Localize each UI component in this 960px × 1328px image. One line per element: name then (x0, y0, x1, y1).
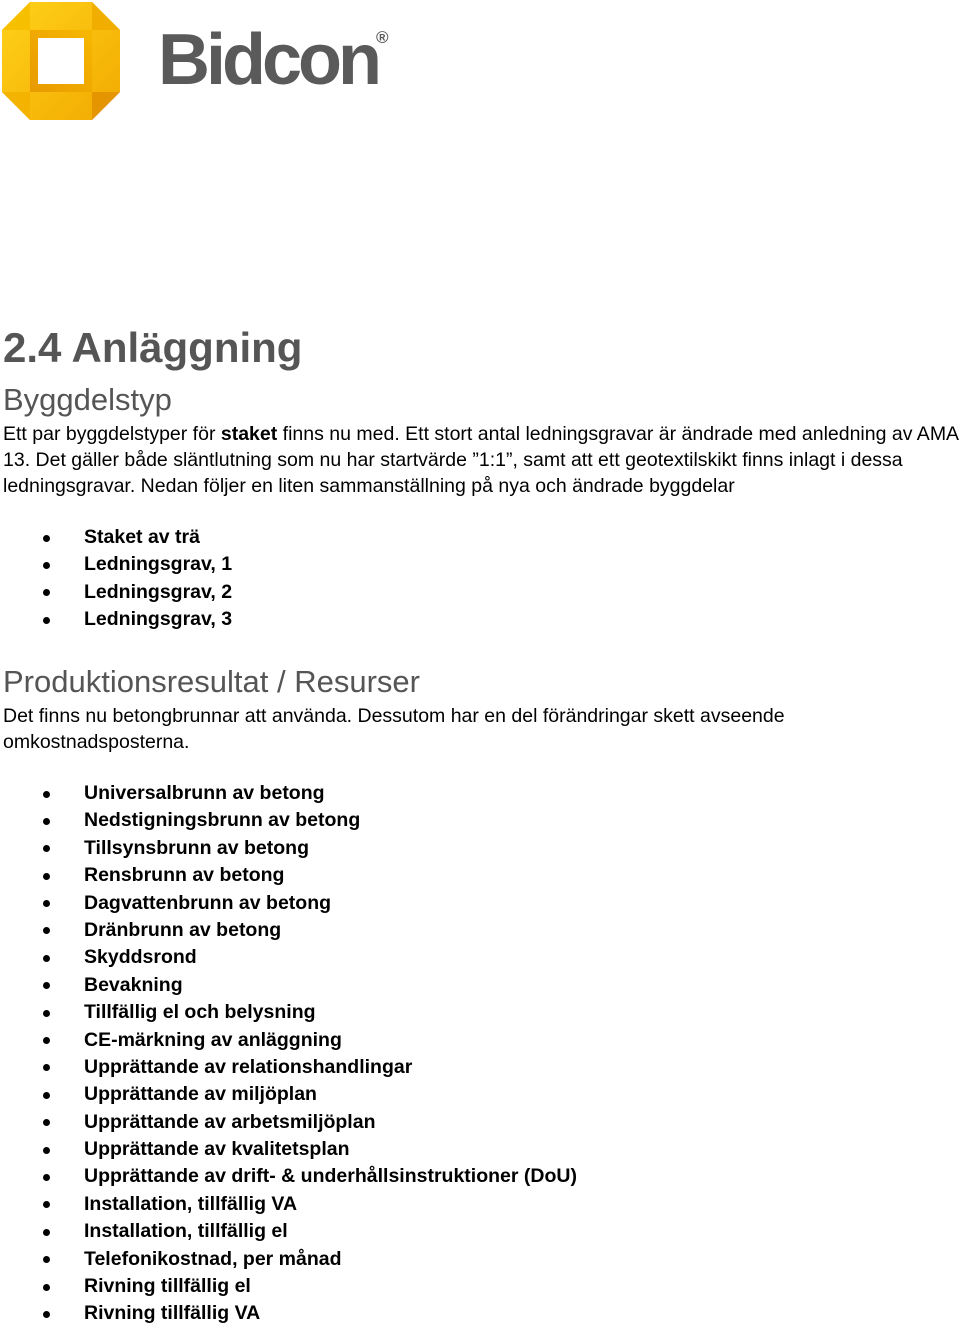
bullet-icon (43, 845, 50, 852)
list-item-label: Rensbrunn av betong (84, 864, 285, 887)
list-item-label: Ledningsgrav, 3 (84, 608, 233, 631)
bullet-icon (43, 562, 50, 569)
list-item-label: Tillfällig el och belysning (84, 1001, 316, 1024)
bullet-icon (43, 982, 50, 989)
list-item-label: Skyddsrond (84, 946, 197, 969)
logo-mark-icon (0, 0, 122, 122)
bullet-icon (43, 955, 50, 962)
bullet-icon (43, 1064, 50, 1071)
list-item-label: CE-märkning av anläggning (84, 1028, 342, 1051)
list-item-label: Rivning tillfällig VA (84, 1302, 261, 1325)
list-item-label: Rivning tillfällig el (84, 1275, 251, 1298)
list-item-label: Tillsynsbrunn av betong (84, 836, 310, 859)
list-item-label: Installation, tillfällig el (84, 1220, 288, 1243)
list-item-label: Upprättande av arbetsmiljöplan (84, 1110, 376, 1133)
list-item-label: Bevakning (84, 973, 183, 996)
bullet-icon (43, 1201, 50, 1208)
bullet-icon (43, 1147, 50, 1154)
bullet-icon (43, 873, 50, 880)
list-item-label: Dagvattenbrunn av betong (84, 891, 332, 914)
section-title-produktionsresultat: Produktionsresultat / Resurser (3, 664, 420, 699)
paragraph-bold-text: staket (220, 423, 278, 445)
list-item-label: Nedstigningsbrunn av betong (84, 809, 361, 832)
section-paragraph-byggdelstyp (3, 421, 959, 499)
list-item-label: Upprättande av kvalitetsplan (84, 1138, 350, 1161)
bullet-icon (43, 617, 50, 624)
bullet-icon (43, 1256, 50, 1263)
bullet-icon (43, 1311, 50, 1318)
bullet-icon (43, 535, 50, 542)
list-item-label: Installation, tillfällig VA (84, 1192, 298, 1215)
bullet-icon (43, 1284, 50, 1291)
bullet-icon (43, 589, 50, 596)
list-item-label: Telefonikostnad, per månad (84, 1247, 342, 1270)
page-title: 2.4 Anläggning (3, 324, 303, 371)
list-item-label: Ledningsgrav, 1 (84, 553, 233, 576)
bullet-icon (43, 1092, 50, 1099)
list-item-label: Upprättande av miljöplan (84, 1083, 317, 1106)
list-item-label: Dränbrunn av betong (84, 918, 282, 941)
bullet-icon (43, 1119, 50, 1126)
section-paragraph-produktionsresultat: Det finns nu betongbrunnar att använda. Dessutom har en del förändringar skett avseende omkostnadsposterna. (3, 705, 785, 753)
bullet-icon (43, 818, 50, 825)
list-item-label: Ledningsgrav, 2 (84, 580, 233, 603)
bullet-icon (43, 927, 50, 934)
list-item-label: Universalbrunn av betong (84, 782, 325, 804)
bullet-icon (43, 1037, 50, 1044)
registered-mark: ® (376, 28, 389, 47)
bullet-icon (43, 1229, 50, 1236)
paragraph-text: finns nu med. Ett stort antal ledningsgravar är ändrade med anledning av AMA 13. Det gäller både släntlutning som nu har startvärde ”1:1”, samt att ett geotextilskikt finns inlagt i dessa ledningsgravar. Nedan följer en liten sammanställning på nya och ändrade byggdelar (3, 423, 958, 497)
list-item-label: Upprättande av relationshandlingar (84, 1055, 413, 1078)
bullet-icon (43, 791, 50, 798)
section-title-byggdelstyp: Byggdelstyp (3, 382, 172, 417)
brand-name: Bidcon (158, 20, 378, 100)
bidcon-logo (0, 0, 400, 120)
bullet-icon (43, 1174, 50, 1181)
bullet-icon (43, 900, 50, 907)
bullet-icon (43, 1010, 50, 1017)
list-item-label: Staket av trä (84, 526, 200, 548)
list-item-label: Upprättande av drift- & underhållsinstruktioner (DoU) (84, 1165, 577, 1188)
paragraph-text: Ett par byggdelstyper för (3, 423, 221, 445)
